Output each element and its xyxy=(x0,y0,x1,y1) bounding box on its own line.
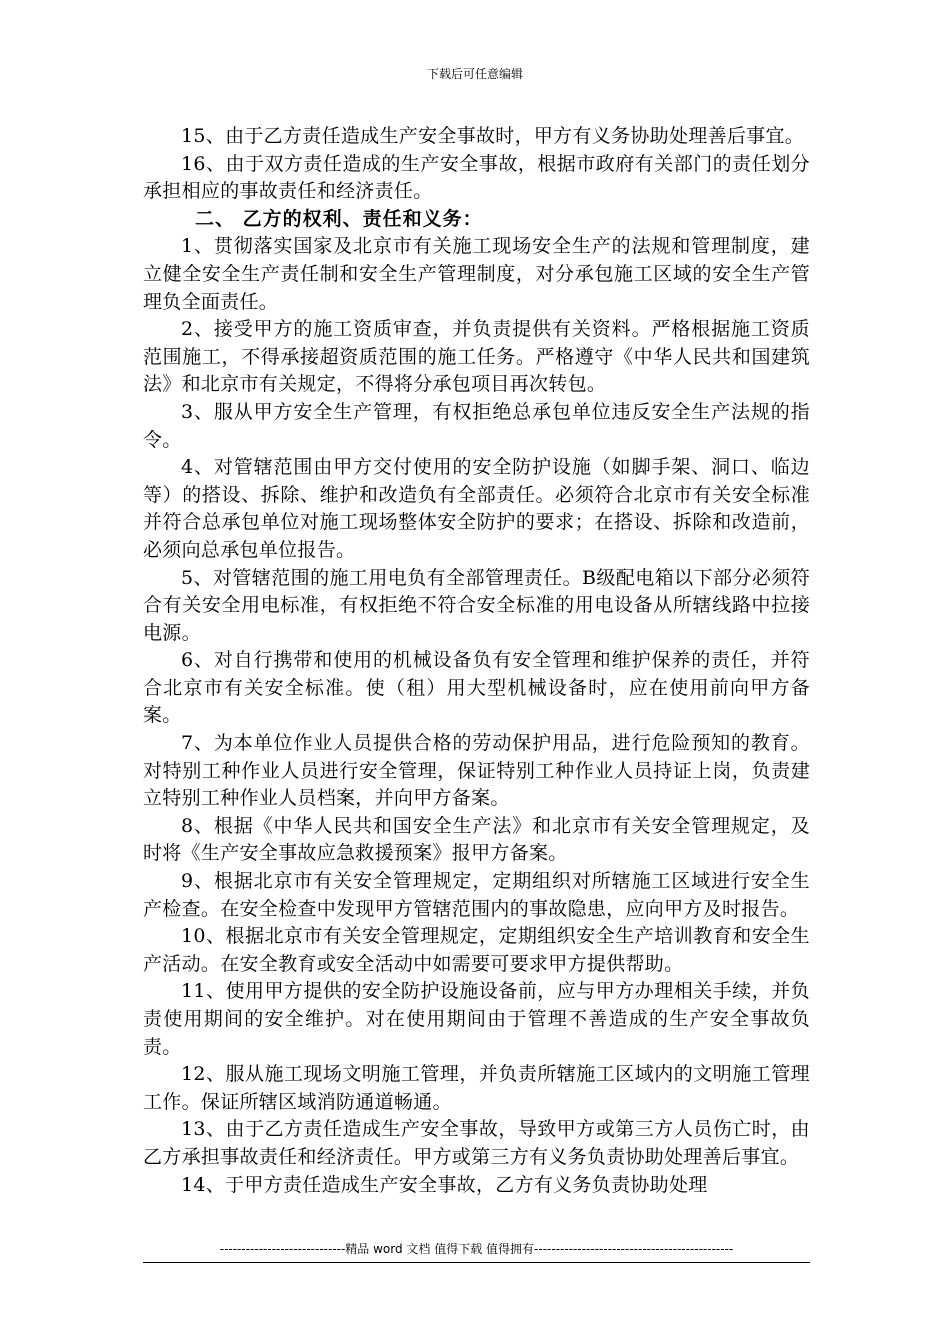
list-item: 6、对自行携带和使用的机械设备负有安全管理和维护保养的责任，并符合北京市有关安全标准。使（租）用大型机械设备时，应在使用前向甲方备案。 xyxy=(143,649,810,727)
list-item: 7、为本单位作业人员提供合格的劳动保护用品，进行危险预知的教育。对特别工种作业人员进行安全管理，保证特别工种作业人员持证上岗，负责建立特别工种作业人员档案，并向甲方备案。 xyxy=(143,732,810,810)
page-footer: -----------------------------精品 word 文档 值得下载 值得拥有---------------------------------------------- xyxy=(219,1242,734,1256)
document-body xyxy=(143,123,810,1199)
list-item: 10、根据北京市有关安全管理规定，定期组织安全生产培训教育和安全生产活动。在安全教育或安全活动中如需要可要求甲方提供帮助。 xyxy=(143,925,810,975)
list-item: 5、对管辖范围的施工用电负有全部管理责任。B级配电箱以下部分必须符合有关安全用电标准，有权拒绝不符合安全标准的用电设备从所辖线路中拉接电源。 xyxy=(143,566,810,644)
page-header: 下载后可任意编辑 xyxy=(426,67,523,81)
list-item: 11、使用甲方提供的安全防护设施设备前，应与甲方办理相关手续，并负责使用期间的安全维护。对在使用期间由于管理不善造成的生产安全事故负责。 xyxy=(143,980,810,1058)
list-item: 9、根据北京市有关安全管理规定，定期组织对所辖施工区域进行安全生产检查。在安全检查中发现甲方管辖范围内的事故隐患，应向甲方及时报告。 xyxy=(143,870,810,920)
list-item: 14、于甲方责任造成生产安全事故，乙方有义务负责协助处理 xyxy=(181,1173,708,1196)
list-item: 2、接受甲方的施工资质审查，并负责提供有关资料。严格根据施工资质范围施工，不得承接超资质范围的施工任务。严格遵守《中华人民共和国建筑法》和北京市有关规定，不得将分承包项目再次转包。 xyxy=(143,318,810,396)
footer-divider xyxy=(143,1262,810,1263)
list-item: 4、对管辖范围由甲方交付使用的安全防护设施（如脚手架、洞口、临边等）的搭设、拆除、维护和改造负有全部责任。必须符合北京市有关安全标准并符合总承包单位对施工现场整体安全防护的要求；在搭设、拆除和改造前，必须向总承包单位报告。 xyxy=(143,456,810,561)
list-item: 3、服从甲方安全生产管理，有权拒绝总承包单位违反安全生产法规的指令。 xyxy=(143,400,810,451)
list-item: 1、贯彻落实国家及北京市有关施工现场安全生产的法规和管理制度，建立健全安全生产责任制和安全生产管理制度，对分承包施工区域的安全生产管理负全面责任。 xyxy=(143,235,810,313)
paragraph-15: 15、由于乙方责任造成生产安全事故时，甲方有义务协助处理善后事宜。 xyxy=(181,125,805,147)
paragraph-16: 16、由于双方责任造成的生产安全事故，根据市政府有关部门的责任划分承担相应的事故责任和经济责任。 xyxy=(143,152,810,203)
section-heading: 二、 乙方的权利、责任和义务： xyxy=(195,207,483,230)
list-item: 8、根据《中华人民共和国安全生产法》和北京市有关安全管理规定，及时将《生产安全事故应急救援预案》报甲方备案。 xyxy=(143,814,810,865)
list-item: 12、服从施工现场文明施工管理，并负责所辖施工区域内的文明施工管理工作。保证所辖区域消防通道畅通。 xyxy=(143,1063,810,1113)
list-item: 13、由于乙方责任造成生产安全事故，导致甲方或第三方人员伤亡时，由乙方承担事故责任和经济责任。甲方或第三方有义务负责协助处理善后事宜。 xyxy=(143,1118,810,1168)
